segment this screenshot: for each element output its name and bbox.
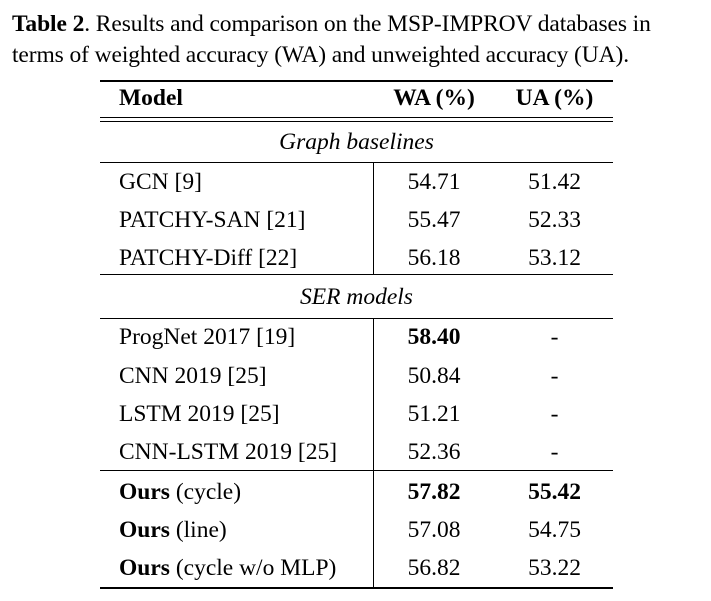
- ours-label: Ours: [119, 517, 170, 543]
- header-ua: UA (%): [515, 85, 594, 111]
- header-model: Model: [119, 85, 183, 111]
- table-row-wa: 56.82: [407, 555, 461, 581]
- section2-end-rule: [100, 470, 613, 471]
- section1-end-rule: [100, 274, 613, 275]
- table-row-ua: 53.12: [528, 245, 581, 271]
- table-row-model: PATCHY-Diff [22]: [119, 245, 298, 271]
- table-row-wa: 58.40: [407, 324, 461, 350]
- ours-variant: (cycle w/o MLP): [169, 555, 337, 581]
- section-title-graph-baselines: Graph baselines: [279, 129, 434, 155]
- table-row-ua: -: [550, 401, 559, 427]
- table-row-wa: 51.21: [407, 401, 461, 427]
- table-row-model: GCN [9]: [119, 169, 202, 195]
- table-row-wa: 55.47: [407, 207, 461, 233]
- table-row-ua: 53.22: [528, 555, 581, 581]
- ours-label: Ours: [119, 479, 170, 505]
- caption-text: . Results and comparison on the MSP-IMPROV databases in terms of weighted accuracy (WA) and unweighted accuracy (UA).: [12, 11, 651, 68]
- bottom-rule: [100, 587, 613, 589]
- caption-label: Table 2: [12, 11, 85, 37]
- table-row-ua: 52.33: [528, 207, 581, 233]
- header-rule-2: [100, 121, 613, 122]
- table-row-ua: 51.42: [528, 169, 581, 195]
- table-row-model: PATCHY-SAN [21]: [119, 207, 306, 233]
- table-row-wa: 56.18: [407, 245, 461, 271]
- table-row-wa: 57.82: [407, 479, 461, 505]
- header-rule-1: [100, 117, 613, 118]
- table-row-wa: 52.36: [407, 439, 461, 465]
- table-row-wa: 57.08: [407, 517, 461, 543]
- table-row-ua: -: [550, 439, 559, 465]
- table-row-model: CNN 2019 [25]: [119, 363, 267, 389]
- section2-title-rule: [100, 318, 613, 319]
- table-row-model: [119, 516, 227, 544]
- table-row-ua: -: [550, 324, 559, 350]
- table-row-wa: 50.84: [407, 363, 461, 389]
- table-row-model: [119, 478, 241, 506]
- table-row-model: ProgNet 2017 [19]: [119, 324, 296, 350]
- table-row-model: CNN-LSTM 2019 [25]: [119, 439, 338, 465]
- section-title-ser-models: SER models: [300, 284, 413, 310]
- section1-title-rule: [100, 162, 613, 163]
- table-row-model: LSTM 2019 [25]: [119, 401, 280, 427]
- ours-variant: (cycle): [169, 479, 242, 505]
- ours-variant: (line): [169, 517, 227, 543]
- table-caption: [12, 9, 707, 71]
- table-row-ua: 54.75: [528, 517, 581, 543]
- table-row-model: [119, 554, 336, 582]
- header-wa: WA (%): [393, 85, 475, 111]
- table-row-ua: -: [550, 363, 559, 389]
- top-rule: [100, 80, 613, 82]
- table-row-wa: 54.71: [407, 169, 461, 195]
- table-row-ua: 55.42: [528, 479, 581, 505]
- ours-label: Ours: [119, 555, 170, 581]
